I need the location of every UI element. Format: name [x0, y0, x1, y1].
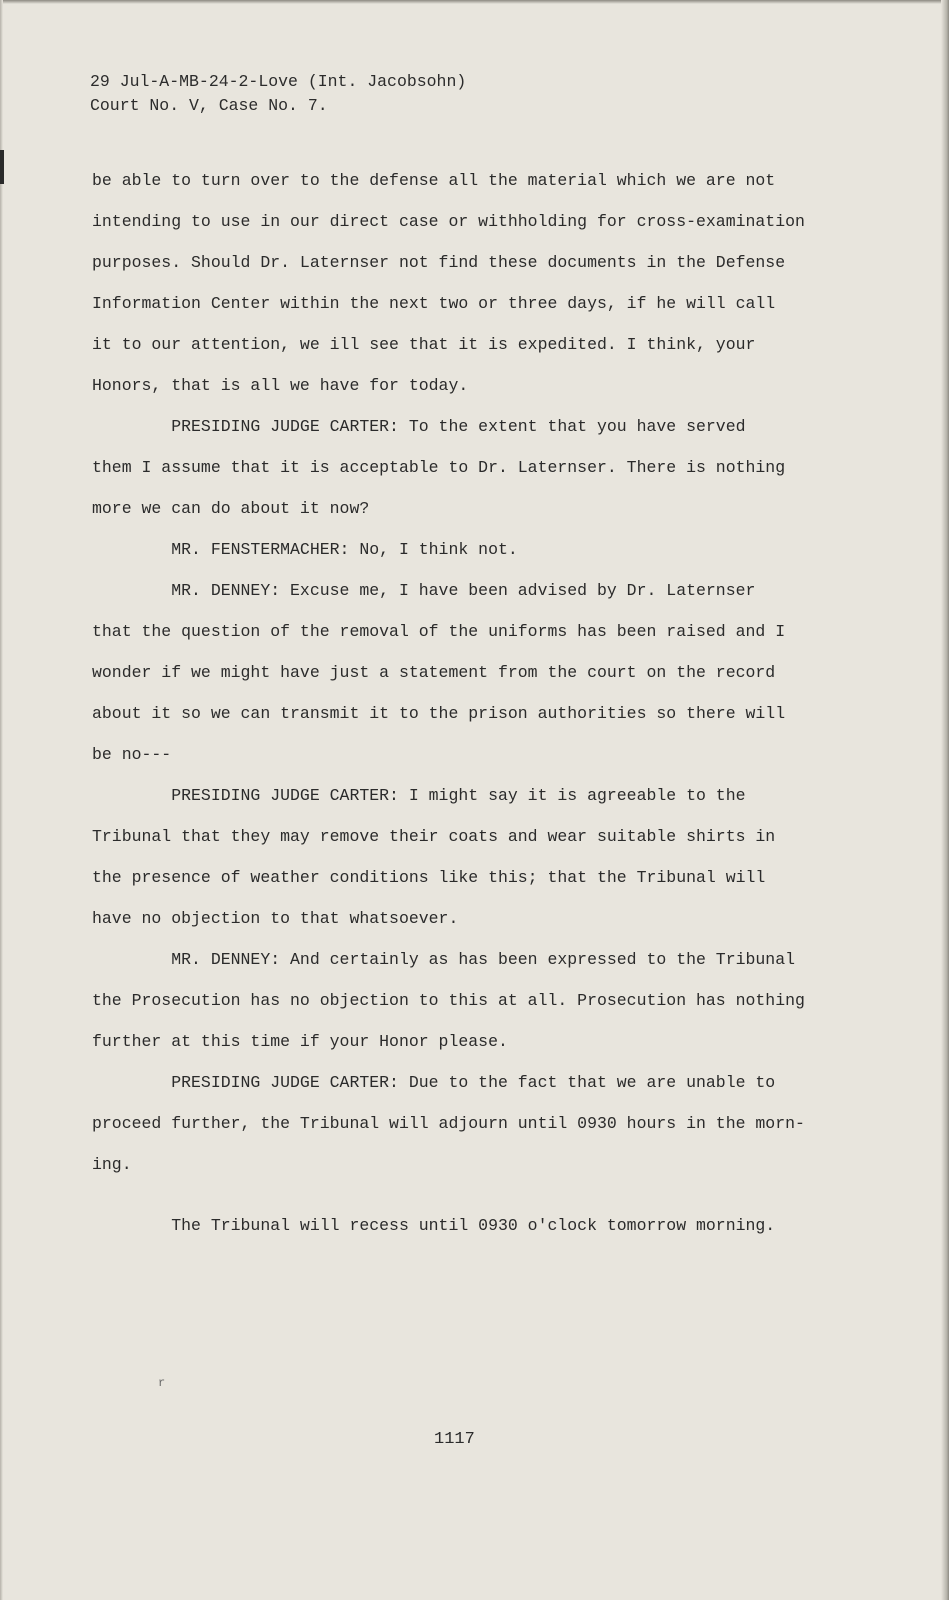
- transcript-line: purposes. Should Dr. Laternser not find these documents in the Defense: [92, 253, 786, 272]
- scan-edge-top: [0, 0, 949, 4]
- transcript-line: about it so we can transmit it to the prison authorities so there will: [92, 704, 786, 723]
- transcript-line: them I assume that it is acceptable to Dr. Laternser. There is nothing: [92, 458, 786, 477]
- binding-mark: [0, 150, 4, 184]
- transcript-line: proceed further, the Tribunal will adjourn until 0930 hours in the morn-: [92, 1114, 805, 1133]
- transcript-line: more we can do about it now?: [92, 499, 370, 518]
- transcript-line: that the question of the removal of the uniforms has been raised and I: [92, 622, 786, 641]
- page-number: 1117: [434, 1430, 475, 1449]
- transcript-line: PRESIDING JUDGE CARTER: I might say it is agreeable to the: [92, 786, 746, 805]
- transcript-line: MR. DENNEY: Excuse me, I have been advised by Dr. Laternser: [92, 581, 756, 600]
- transcript-line: Tribunal that they may remove their coats and wear suitable shirts in: [92, 827, 776, 846]
- transcript-line: Honors, that is all we have for today.: [92, 376, 469, 395]
- transcript-line: have no objection to that whatsoever.: [92, 909, 459, 928]
- transcript-body: [92, 169, 852, 1255]
- scan-edge-left: [0, 0, 3, 1600]
- stray-pencil-mark: r: [158, 1376, 166, 1390]
- transcript-line: wonder if we might have just a statement from the court on the record: [92, 663, 776, 682]
- transcript-line: PRESIDING JUDGE CARTER: Due to the fact that we are unable to: [92, 1073, 776, 1092]
- closing-line: The Tribunal will recess until 0930 o'clock tomorrow morning.: [92, 1216, 776, 1235]
- transcript-line: MR. FENSTERMACHER: No, I think not.: [92, 540, 518, 559]
- scan-edge-right: [941, 0, 949, 1600]
- transcript-line: it to our attention, we ill see that it is expedited. I think, your: [92, 335, 756, 354]
- transcript-line: intending to use in our direct case or withholding for cross-examination: [92, 212, 805, 231]
- header-court-case: Court No. V, Case No. 7.: [90, 96, 328, 115]
- transcript-line: PRESIDING JUDGE CARTER: To the extent that you have served: [92, 417, 746, 436]
- transcript-line: Information Center within the next two or three days, if he will call: [92, 294, 776, 313]
- paragraph-gap: [92, 1194, 852, 1214]
- transcript-line: ing.: [92, 1155, 132, 1174]
- header-transcript-id: 29 Jul-A-MB-24-2-Love (Int. Jacobsohn): [90, 72, 467, 91]
- transcript-line: be no---: [92, 745, 172, 764]
- transcript-line: the presence of weather conditions like this; that the Tribunal will: [92, 868, 766, 887]
- transcript-line: the Prosecution has no objection to this at all. Prosecution has nothing: [92, 991, 805, 1010]
- transcript-line: MR. DENNEY: And certainly as has been expressed to the Tribunal: [92, 950, 796, 969]
- transcript-line: further at this time if your Honor please.: [92, 1032, 508, 1051]
- document-header: [90, 70, 466, 118]
- transcript-line: be able to turn over to the defense all the material which we are not: [92, 171, 776, 190]
